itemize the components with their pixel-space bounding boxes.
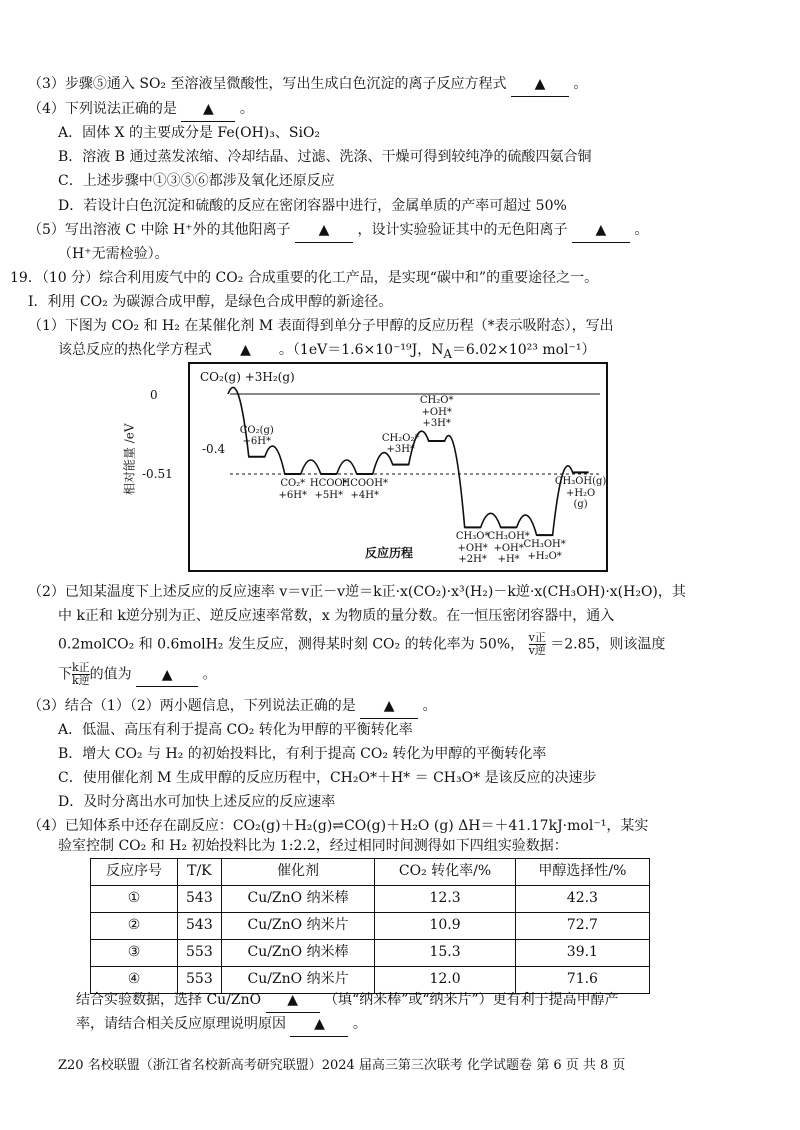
q19-part4-line1: （4）已知体系中还存在副反应：CO₂(g)＋H₂(g)⇌CO(g)＋H₂O (g) ΔH＝＋41.17kJ·mol⁻¹，某实	[28, 818, 649, 834]
answer-blank[interactable]: ▲	[295, 220, 353, 243]
table-cell: 15.3	[375, 940, 515, 967]
energy-level-label: CH₃OH* +OH* +H*	[487, 531, 530, 566]
q19-conclusion-line2	[76, 1014, 367, 1037]
q19-part1-constants: 。（1eV＝1.6×10⁻¹⁹J，N	[278, 342, 444, 358]
q19-part4-line2: 验室控制 CO₂ 和 H₂ 初始投料比为 1:2.2，经过相同时间测得如下四组实验数据：	[58, 838, 568, 854]
q19-part2-line2: 中 k正和 k逆分别为正、逆反应速率常数，x 为物质的量分数。在一恒压密闭容器中，通入	[58, 608, 615, 624]
q18-part5-end: 。	[634, 222, 649, 238]
q19-option-a: A．低温、高压有利于提高 CO₂ 转化为甲醇的平衡转化率	[58, 722, 413, 738]
table-cell: Cu/ZnO 纳米片	[221, 913, 375, 940]
q18-option-b: B．溶液 B 通过蒸发浓缩、冷却结晶、过滤、洗涤、干燥可得到较纯净的硫酸四氨合铜	[58, 149, 592, 165]
q18-option-c: C．上述步骤中①③⑤⑥都涉及氧化还原反应	[58, 173, 335, 189]
q19-part1-constants-end: ＝6.02×10²³ mol⁻¹）	[451, 342, 596, 358]
conclusion-text2: （填“纳米棒”或“纳米片”）更有利于提高甲醇产	[324, 992, 619, 1008]
avogadro-subscript: A	[443, 346, 452, 361]
q18-part3-text: （3）步骤⑤通入 SO₂ 至溶液呈微酸性，写出生成白色沉淀的离子反应方程式	[28, 76, 507, 92]
energy-level-label: HCOOH* +4H*	[341, 478, 388, 501]
table-cell: 12.0	[375, 967, 515, 994]
q19-option-b: B．增大 CO₂ 与 H₂ 的初始投料比，有利于提高 CO₂ 转化为甲醇的平衡转化率	[58, 746, 547, 762]
q18-part5-note: （H⁺无需检验）。	[58, 246, 169, 262]
answer-blank[interactable]: ▲	[290, 1014, 348, 1037]
q19-option-d: D．及时分离出水可加快上述反应的反应速率	[58, 794, 336, 810]
table-header-row	[91, 859, 650, 886]
table-cell: ①	[91, 886, 178, 913]
y-tick-minus-0-51: -0.51	[142, 467, 173, 481]
table-cell: ②	[91, 913, 178, 940]
q18-part3	[28, 74, 587, 97]
y-tick-0: 0	[150, 388, 158, 402]
energy-level-label: CH₃OH(g) +H₂O (g)	[554, 476, 607, 511]
table-header-cell: CO₂ 转化率/%	[375, 859, 515, 886]
table-header-cell: T/K	[177, 859, 221, 886]
table-cell: ③	[91, 940, 178, 967]
fraction-denominator: v逆	[528, 644, 546, 658]
y-axis-label: 相对能量 /eV	[122, 423, 137, 496]
table-cell: 71.6	[515, 967, 649, 994]
velocity-ratio-fraction	[529, 632, 546, 657]
table-cell: 553	[177, 940, 221, 967]
q19-part3	[28, 696, 437, 719]
q19-part2-line1: （2）已知某温度下上述反应的反应速率 v＝v正－v逆＝k正·x(CO₂)·x³(H₂)－k逆·x(CH₃OH)·x(H₂O)，其	[28, 584, 686, 600]
table-cell: Cu/ZnO 纳米片	[221, 967, 375, 994]
q19-part1-line1: （1）下图为 CO₂ 和 H₂ 在某催化剂 M 表面得到单分子甲醇的反应历程（*表示吸附态），写出	[28, 318, 614, 334]
answer-blank[interactable]: ▲	[216, 340, 274, 363]
q19-part-i: I．利用 CO₂ 为碳源合成甲醇，是绿色合成甲醇的新途径。	[28, 294, 393, 310]
table-cell: Cu/ZnO 纳米棒	[221, 886, 375, 913]
energy-level-label: CH₂O* +OH* +3H*	[419, 395, 454, 430]
table-cell: 39.1	[515, 940, 649, 967]
q19-option-c: C．使用催化剂 M 生成甲醇的反应历程中，CH₂O*＋H* ＝ CH₃O* 是该反应的决速步	[58, 770, 597, 786]
energy-level-label: CO₂* +6H*	[278, 478, 307, 501]
q18-part4-end: 。	[239, 101, 254, 117]
table-cell: 543	[177, 913, 221, 940]
q19-part2-end-text: 的值为	[89, 666, 132, 683]
q19-part2-text: 0.2molCO₂ 和 0.6molH₂ 发生反应，测得某时刻 CO₂ 的转化率为 50%，	[58, 636, 525, 653]
q19-part3-text: （3）结合（1）（2）两小题信息，下列说法正确的是	[28, 698, 356, 714]
table-cell: 553	[177, 967, 221, 994]
fraction-numerator: k正	[72, 661, 90, 674]
start-state-label: CO₂(g) +3H₂(g)	[200, 370, 295, 384]
answer-blank[interactable]: ▲	[181, 99, 235, 122]
conclusion-text: 结合实验数据，选择 Cu/ZnO	[76, 992, 262, 1008]
q19-part1-text: 该总反应的热化学方程式	[58, 342, 212, 358]
q18-part5-text2: ，设计实验验证其中的无色阳离子	[357, 222, 568, 238]
rate-constant-fraction	[72, 662, 90, 687]
conclusion-text3: 率，请结合相关反应原理说明原因	[76, 1016, 286, 1032]
table-cell: 10.9	[375, 913, 515, 940]
q19-part2-prefix: 下	[58, 666, 72, 683]
conclusion-end: 。	[352, 1016, 367, 1032]
answer-blank[interactable]: ▲	[136, 665, 198, 688]
table-cell: ④	[91, 967, 178, 994]
energy-profile-chart	[122, 362, 608, 572]
page-footer: Z20 名校联盟（浙江省名校新高考研究联盟）2024 届高三第三次联考 化学试题卷 第 6 页 共 8 页	[58, 1058, 626, 1073]
table-header-cell: 催化剂	[221, 859, 375, 886]
q18-part5	[28, 220, 648, 243]
q18-option-d: D．若设计白色沉淀和硫酸的反应在密闭容器中进行，金属单质的产率可超过 50%	[58, 198, 567, 214]
experiment-data-table	[90, 858, 650, 994]
answer-blank[interactable]: ▲	[360, 696, 418, 719]
fraction-denominator: k逆	[72, 674, 90, 688]
q19-part2-line3	[58, 632, 665, 657]
q18-part4-text: （4）下列说法正确的是	[28, 101, 177, 117]
table-cell: 543	[177, 886, 221, 913]
q19-header: 19．（10 分）综合利用废气中的 CO₂ 合成重要的化工产品，是实现“碳中和”的重要途径之一。	[10, 270, 599, 286]
answer-blank[interactable]: ▲	[266, 990, 320, 1013]
answer-blank[interactable]: ▲	[511, 74, 569, 97]
table-header-cell: 反应序号	[91, 859, 178, 886]
y-tick-minus-0-4: -0.4	[202, 442, 226, 456]
energy-level-label: CH₃O* +OH* +2H*	[455, 531, 490, 566]
table-cell: Cu/ZnO 纳米棒	[221, 940, 375, 967]
q18-option-a: A．固体 X 的主要成分是 Fe(OH)₃、SiO₂	[58, 125, 321, 141]
energy-level-label: CO₂(g) +6H*	[239, 424, 274, 448]
q19-part1-line2	[58, 340, 596, 363]
table-cell: 12.3	[375, 886, 515, 913]
table-row	[91, 940, 650, 967]
table-row	[91, 913, 650, 940]
q18-part3-end: 。	[573, 76, 588, 92]
energy-level-label: CH₃OH* +H₂O*	[523, 539, 566, 562]
energy-level-label: CH₂O₂* +3H*	[381, 432, 420, 456]
x-axis-label: 反应历程	[365, 546, 414, 560]
q19-part2-tail: 。	[202, 666, 217, 683]
table-cell: 42.3	[515, 886, 649, 913]
q19-part2-line4	[58, 662, 217, 687]
q18-part4	[28, 99, 254, 122]
q19-part3-end: 。	[422, 698, 437, 714]
q19-part2-text-end: ＝2.85，则该温度	[550, 636, 666, 653]
table-cell: 72.7	[515, 913, 649, 940]
q18-part5-text: （5）写出溶液 C 中除 H⁺外的其他阳离子	[28, 222, 291, 238]
table-header-cell: 甲醇选择性/%	[515, 859, 649, 886]
fraction-numerator: v正	[528, 631, 546, 644]
q19-conclusion-line1	[76, 990, 619, 1013]
answer-blank[interactable]: ▲	[572, 220, 630, 243]
table-row	[91, 886, 650, 913]
energy-level-label: HCOO* +5H*	[309, 478, 348, 501]
